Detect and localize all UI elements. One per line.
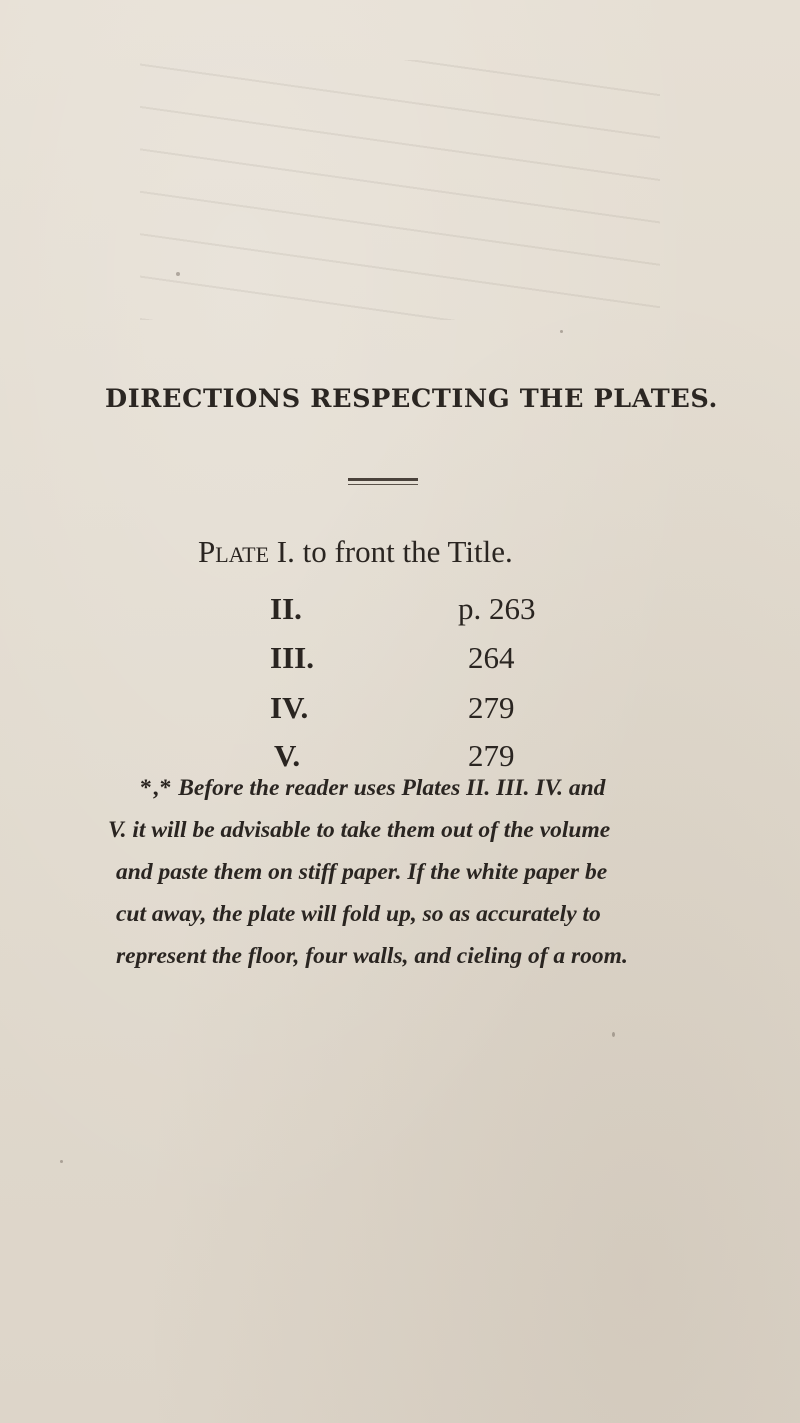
plate-one-entry — [198, 534, 513, 570]
note-line: represent the floor, four walls, and cieling of a room. — [116, 943, 628, 969]
plate-page: p. 263 — [458, 591, 536, 626]
binder-note — [108, 767, 748, 977]
plate-row — [270, 591, 610, 631]
plate-page: 279 — [468, 690, 515, 725]
paper-speck — [176, 272, 180, 276]
plate-one-numeral: I. — [276, 534, 295, 569]
plate-page: 279 — [468, 738, 515, 773]
paper-speck — [612, 1032, 615, 1037]
page-heading: DIRECTIONS RESPECTING THE PLATES. — [105, 384, 718, 414]
asterism-marker: *,* — [140, 775, 173, 801]
note-line: cut away, the plate will fold up, so as accurately to — [116, 901, 601, 927]
paper-speck — [560, 330, 563, 333]
plate-row — [270, 690, 610, 730]
plate-label: Plate — [198, 534, 270, 569]
decorative-rule — [348, 478, 418, 487]
plate-numeral: IV. — [270, 690, 309, 725]
plate-numeral: II. — [270, 591, 302, 626]
note-line: and paste them on stiff paper. If the white paper be — [116, 859, 608, 885]
plate-numeral: III. — [270, 640, 314, 675]
note-line: *,* Before the reader uses Plates II. III. IV. and — [140, 775, 606, 801]
plate-row — [270, 640, 610, 680]
plate-one-text: to front the Title. — [302, 534, 513, 569]
paper-speck — [60, 1160, 63, 1163]
note-line: V. it will be advisable to take them out of the volume — [108, 817, 611, 843]
show-through-texture — [140, 60, 660, 320]
plate-numeral: V. — [274, 738, 301, 773]
plate-page: 264 — [468, 640, 515, 675]
